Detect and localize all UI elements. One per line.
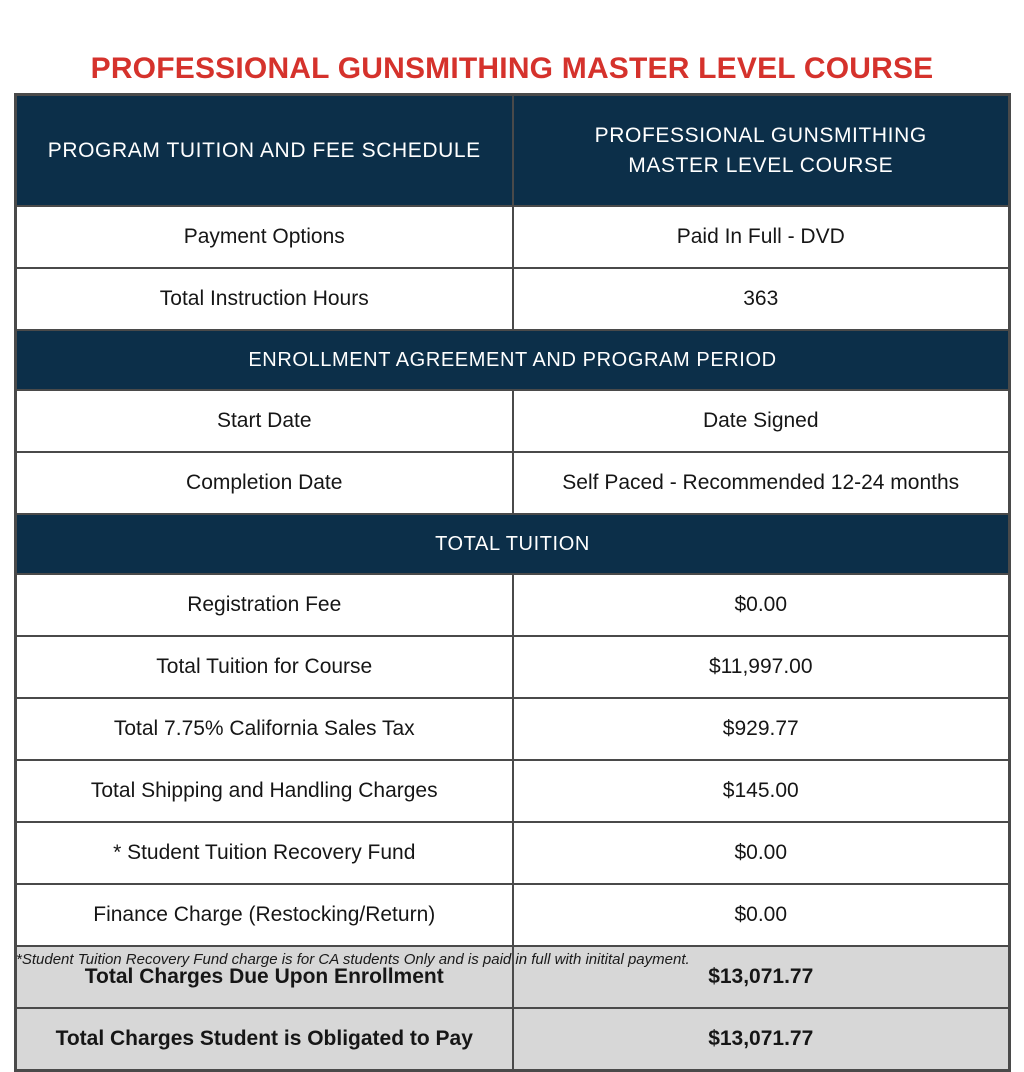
- row-label: Payment Options: [16, 206, 513, 268]
- row-label: Total Instruction Hours: [16, 268, 513, 330]
- header-course-line1: PROFESSIONAL GUNSMITHING: [594, 123, 927, 147]
- row-value: $145.00: [513, 760, 1010, 822]
- tuition-fee-table: [14, 93, 1011, 1072]
- row-label: Finance Charge (Restocking/Return): [16, 884, 513, 946]
- row-label: Registration Fee: [16, 574, 513, 636]
- table-row: [16, 884, 1010, 946]
- table-row: [16, 822, 1010, 884]
- row-label: Total Shipping and Handling Charges: [16, 760, 513, 822]
- table-row: [16, 698, 1010, 760]
- row-label: * Student Tuition Recovery Fund: [16, 822, 513, 884]
- table-row: [16, 760, 1010, 822]
- row-value: Paid In Full - DVD: [513, 206, 1010, 268]
- row-value: $0.00: [513, 884, 1010, 946]
- row-value: $11,997.00: [513, 636, 1010, 698]
- table-row: [16, 636, 1010, 698]
- row-value: Date Signed: [513, 390, 1010, 452]
- table-body: [16, 95, 1010, 1071]
- header-cell-course: [513, 95, 1010, 207]
- table-row: [16, 206, 1010, 268]
- table-header-row: [16, 95, 1010, 207]
- row-value: $13,071.77: [513, 1008, 1010, 1071]
- row-label: Total Tuition for Course: [16, 636, 513, 698]
- row-value: $0.00: [513, 822, 1010, 884]
- table-row-total-obligated: [16, 1008, 1010, 1071]
- header-course-line2: MASTER LEVEL COURSE: [628, 153, 894, 177]
- section-band-label: TOTAL TUITION: [16, 514, 1010, 574]
- footnote-student-tuition-recovery-fund: *Student Tuition Recovery Fund charge is for CA students Only and is paid in full with initital payment.: [16, 951, 690, 968]
- row-value: $13,071.77: [513, 946, 1010, 1008]
- row-label: Completion Date: [16, 452, 513, 514]
- row-value: Self Paced - Recommended 12-24 months: [513, 452, 1010, 514]
- table-row: [16, 390, 1010, 452]
- row-value: $0.00: [513, 574, 1010, 636]
- section-band-total-tuition: [16, 514, 1010, 574]
- row-value: $929.77: [513, 698, 1010, 760]
- section-band-enrollment: [16, 330, 1010, 390]
- header-cell-program: PROGRAM TUITION AND FEE SCHEDULE: [16, 95, 513, 207]
- row-label: Total Charges Due Upon Enrollment: [16, 946, 513, 1008]
- row-label: Start Date: [16, 390, 513, 452]
- table-row: [16, 574, 1010, 636]
- table-row: [16, 268, 1010, 330]
- page-title: PROFESSIONAL GUNSMITHING MASTER LEVEL COURSE: [90, 52, 934, 85]
- section-band-label: ENROLLMENT AGREEMENT AND PROGRAM PERIOD: [16, 330, 1010, 390]
- table-row: [16, 452, 1010, 514]
- row-label: Total 7.75% California Sales Tax: [16, 698, 513, 760]
- row-value: 363: [513, 268, 1010, 330]
- row-label: Total Charges Student is Obligated to Pay: [16, 1008, 513, 1071]
